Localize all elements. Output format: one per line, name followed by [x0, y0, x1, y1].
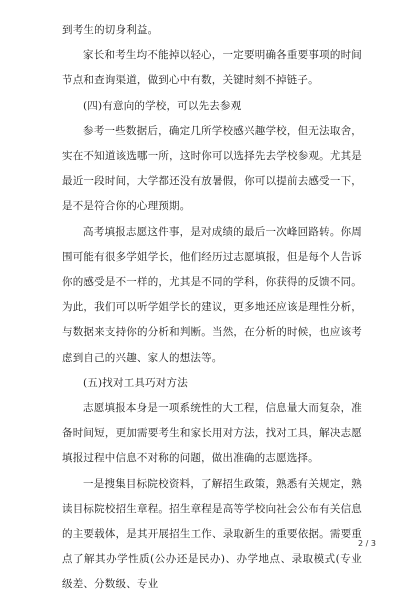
paragraph: 到考生的切身利益。: [62, 24, 159, 36]
section-heading: (四)有意向的学校，可以先去参观: [83, 99, 242, 112]
document-body: [62, 18, 362, 598]
section-heading: (五)找对工具巧对方法: [83, 376, 188, 389]
page-number: 2 / 3: [358, 539, 376, 548]
paragraph: 志愿填报本身是一项系统性的大工程，信息量大而复杂，准备时间短，更加需要考生和家长用对方法，找对工具，解决志愿填报过程中信息不对称的问题，做出准确的志愿选择。: [62, 402, 362, 465]
paragraph: 参考一些数据后，确定几所学校感兴趣学校，但无法取舍，实在不知道该选哪一所，这时你可以选择先去学校参观。尤其是最近一段时间，大学都还没有放暑假，你可以提前去感受一下，是不是符合你的心理预期。: [62, 124, 362, 213]
paragraph: 高考填报志愿这件事，是对成绩的最后一次峰回路转。你周围可能有很多学姐学长，他们经历过志愿填报，但是每个人告诉你的感受是不一样的，尤其是不同的学科，你获得的反馈不同。为此，我们可以听学姐学长的建议，更多地还应该是理性分析，与数据来支持你的分析和判断。当然，在分析的时候，也应该考虑到自己的兴趣、家人的想法等。: [62, 225, 362, 364]
paragraph: 一是搜集目标院校资料，了解招生政策，熟悉有关规定，熟读目标院校招生章程。招生章程是高等学校向社会公布有关信息的主要载体，是其开展招生工作、录取新生的重要依据。需要重点了解其办学性质(公办还是民办)、办学地点、录取模式(专业级差、分数级、专业: [62, 477, 362, 591]
paragraph: 家长和考生均不能掉以轻心，一定要明确各重要事项的时间节点和查询渠道，做到心中有数，关键时刻不掉链子。: [62, 49, 362, 87]
